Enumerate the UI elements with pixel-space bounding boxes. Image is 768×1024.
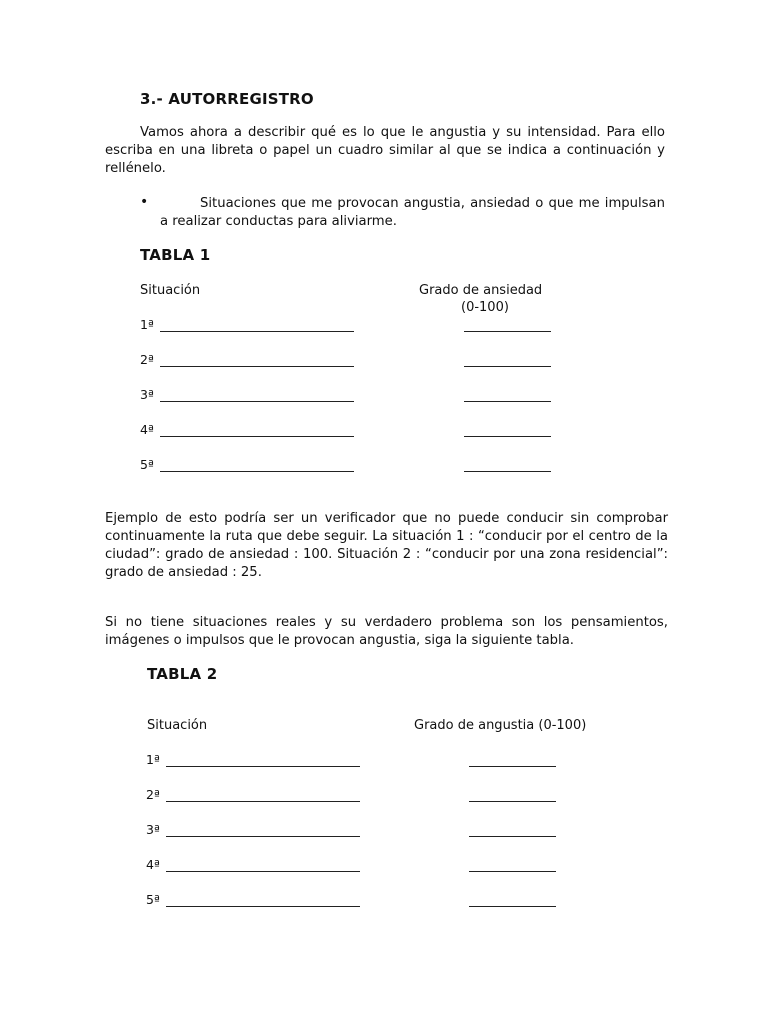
table1-row-ordinal: 2ª [140, 352, 154, 367]
table2-grade-line [469, 871, 556, 872]
table1-grade-line [464, 401, 551, 402]
table2-situation-line [166, 766, 360, 767]
table1-situation-line [160, 331, 354, 332]
table2-grade-line [469, 801, 556, 802]
table1-row-ordinal: 5ª [140, 457, 154, 472]
table2-situation-line [166, 871, 360, 872]
table2-situation-line [166, 906, 360, 907]
table2-grade-line [469, 836, 556, 837]
table1-situation-line [160, 401, 354, 402]
section-title: 3.- AUTORREGISTRO [140, 90, 314, 108]
bullet-text: Situaciones que me provocan angustia, ansiedad o que me impulsan a realizar conductas para aliviarme. [160, 196, 665, 229]
table1-grade-line [464, 366, 551, 367]
table1-row-ordinal: 1ª [140, 317, 154, 332]
example-paragraph: Ejemplo de esto podría ser un verificador que no puede conducir sin comprobar continuamente la ruta que debe seguir. La situación 1 : “conducir por el centro de la ciudad”: grado de ansiedad : 100. Situación 2 : “conducir por una zona residencial”: grado de ansiedad : 25. [105, 511, 668, 580]
table1-situation-line [160, 436, 354, 437]
table2-title: TABLA 2 [147, 665, 218, 683]
table2-row-ordinal: 2ª [146, 787, 160, 802]
table1-col-grado-range: (0-100) [461, 300, 509, 315]
table2-col-situacion: Situación [147, 718, 208, 733]
table2-row-ordinal: 5ª [146, 892, 160, 907]
table2-row-ordinal: 4ª [146, 857, 160, 872]
table2-col-grado: Grado de angustia (0-100) [414, 718, 587, 733]
table1-row-ordinal: 3ª [140, 387, 154, 402]
table2-grade-line [469, 766, 556, 767]
table1-situation-line [160, 471, 354, 472]
table2-row-ordinal: 1ª [146, 752, 160, 767]
table1-grade-line [464, 471, 551, 472]
table1-situation-line [160, 366, 354, 367]
table2-grade-line [469, 906, 556, 907]
table2-situation-line [166, 801, 360, 802]
table1-col-situacion: Situación [140, 283, 201, 298]
note-paragraph: Si no tiene situaciones reales y su verdadero problema son los pensamientos, imágenes o impulsos que le provocan angustia, siga la siguiente tabla. [105, 615, 668, 648]
table1-grade-line [464, 436, 551, 437]
bullet-icon: • [140, 194, 149, 210]
table1-grade-line [464, 331, 551, 332]
table1-row-ordinal: 4ª [140, 422, 154, 437]
table1-title: TABLA 1 [140, 246, 211, 264]
table1-col-grado: Grado de ansiedad [419, 283, 543, 298]
table2-row-ordinal: 3ª [146, 822, 160, 837]
table2-situation-line [166, 836, 360, 837]
intro-paragraph: Vamos ahora a describir qué es lo que le angustia y su intensidad. Para ello escriba en una libreta o papel un cuadro similar al que se indica a continuación y rellénelo. [105, 125, 665, 176]
